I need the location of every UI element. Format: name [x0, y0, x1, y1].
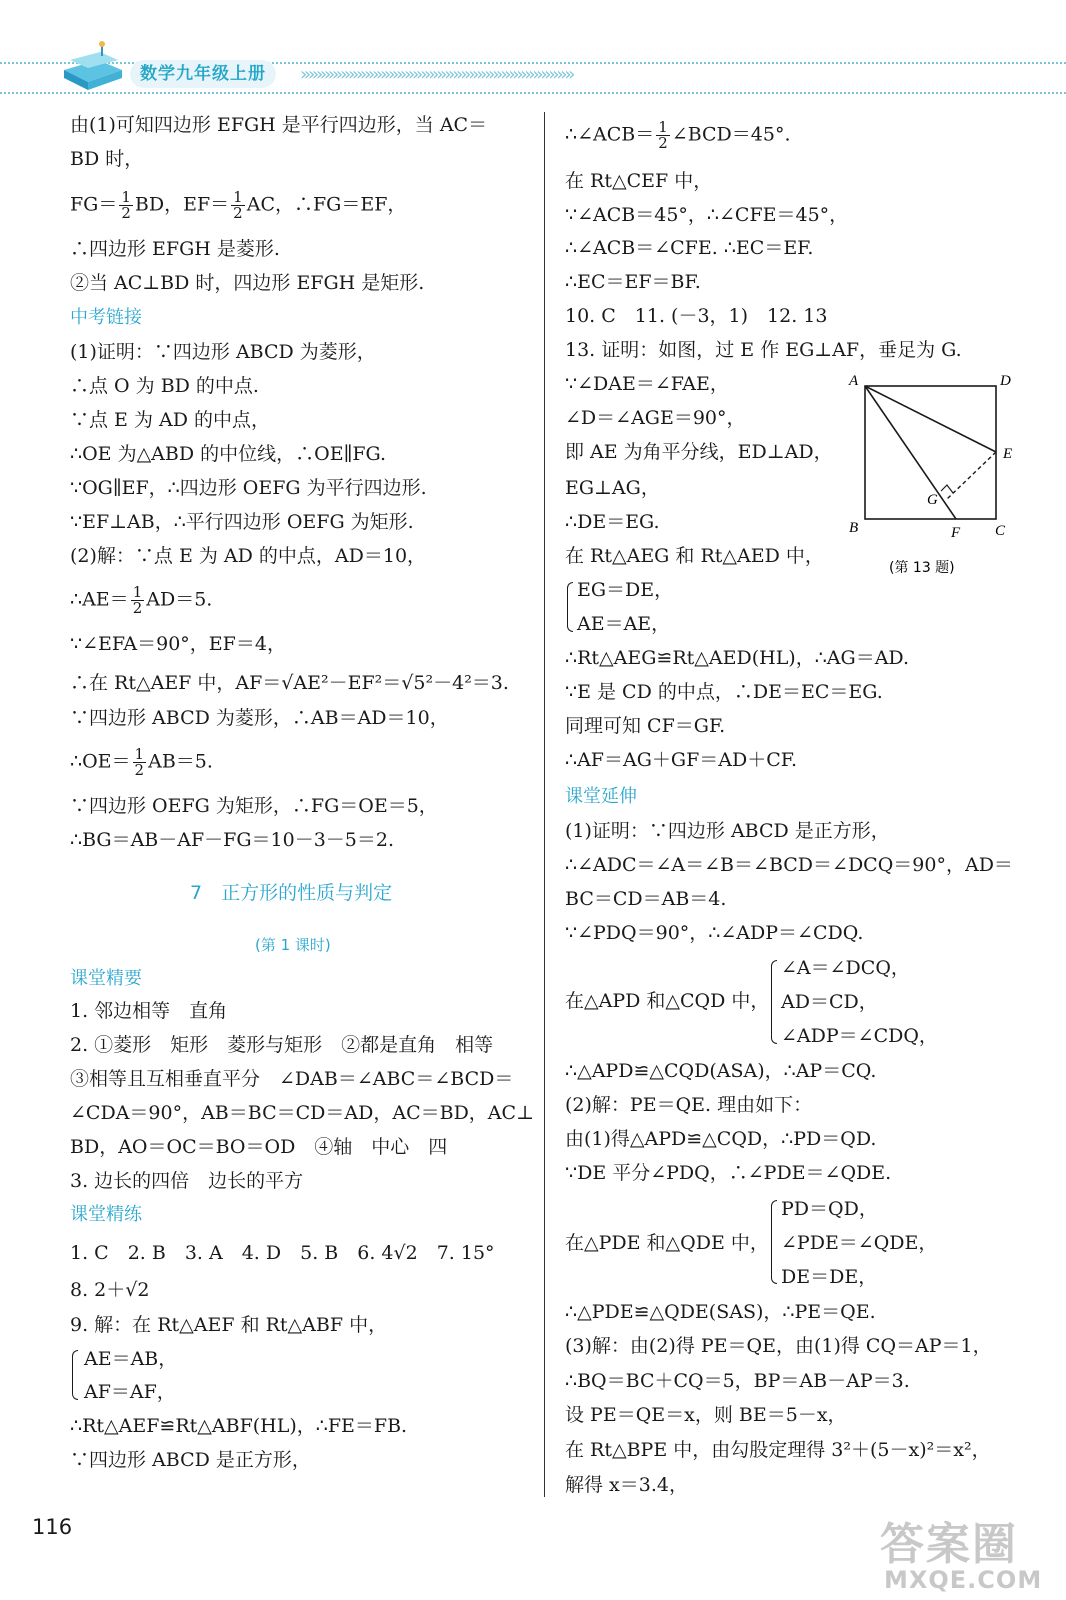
brace: [72, 1350, 78, 1400]
denominator: 2: [121, 204, 131, 222]
header-title: 数学九年级上册: [130, 60, 276, 88]
text-line: ∵DE 平分∠PDQ，∴∠PDE＝∠QDE.: [565, 1162, 892, 1184]
text-line: ∴DE＝EG.: [565, 511, 660, 533]
numerator: 1: [658, 118, 668, 136]
text-line: ∴∠ADC＝∠A＝∠B＝∠BCD＝∠DCQ＝90°，AD＝: [565, 854, 1013, 876]
text-line: ∴△APD≌△CQD(ASA)，∴AP＝CQ.: [565, 1060, 877, 1082]
text-line: EG＝DE，: [577, 579, 674, 601]
text-line: BD，AO＝OC＝BO＝OD ④轴 中心 四: [70, 1136, 448, 1158]
text-line: 在△APD 和△CQD 中，: [565, 990, 770, 1012]
text-line: 1. C 2. B 3. A 4. D 5. B 6. 4√2 7. 15°: [70, 1242, 495, 1264]
section-heading: 课堂精练: [70, 1204, 142, 1225]
text-line: BC＝CD＝AB＝4.: [565, 888, 727, 910]
text-part: AD＝5.: [146, 588, 213, 611]
numerator: 1: [233, 188, 243, 206]
text-line: AF＝AF，: [84, 1381, 176, 1403]
text-line: ∵四边形 ABCD 是正方形，: [70, 1449, 311, 1471]
text-line: ∴四边形 EFGH 是菱形.: [70, 238, 280, 260]
text-line: 由(1)得△APD≌△CQD，∴PD＝QD.: [565, 1128, 877, 1150]
text-line: ∠A＝∠DCQ，: [781, 957, 910, 979]
label-g: G: [927, 492, 938, 508]
text-line: ∠D＝∠AGE＝90°，: [565, 407, 746, 429]
text-line: ∵四边形 ABCD 为菱形，∴AB＝AD＝10，: [70, 707, 449, 729]
segment-ae: [865, 386, 996, 452]
text-part: ∴AE＝: [70, 588, 129, 611]
label-f: F: [951, 525, 961, 541]
text-line: ∵∠DAE＝∠FAE，: [565, 373, 729, 395]
text-line: (3)解：由(2)得 PE＝QE，由(1)得 CQ＝AP＝1，: [565, 1335, 992, 1357]
text-line: ∴Rt△AEF≌Rt△ABF(HL)，∴FE＝FB.: [70, 1415, 408, 1437]
text-line: ∴∠ACB＝∠CFE. ∴EC＝EF.: [565, 237, 814, 259]
text-line: ∵E 是 CD 的中点，∴DE＝EC＝EG.: [565, 681, 883, 703]
text-line: 设 PE＝QE＝x，则 BE＝5－x，: [565, 1404, 847, 1426]
fraction-half: [231, 190, 245, 221]
numerator: 1: [132, 583, 143, 601]
fraction-half: [133, 747, 147, 778]
text-line-fraction: [70, 190, 406, 221]
text-line: 在 Rt△CEF 中，: [565, 170, 713, 192]
text-line: ∵∠PDQ＝90°，∴∠ADP＝∠CDQ.: [565, 922, 864, 944]
page-number: 116: [32, 1515, 73, 1539]
column-divider: [544, 112, 545, 1497]
text-line: 即 AE 为角平分线，ED⊥AD，: [565, 441, 833, 463]
text-line-fraction: [70, 747, 213, 778]
text-line: ∴AF＝AG＋GF＝AD＋CF.: [565, 749, 798, 771]
text-part: ∠BCD＝45°.: [671, 123, 791, 146]
text-line: ∵点 E 为 AD 的中点，: [70, 409, 270, 431]
text-line: ∴OE 为△ABD 的中位线，∴OE∥FG.: [70, 443, 387, 465]
text-line: 8. 2＋√2: [70, 1279, 150, 1301]
text-line: 2. ①菱形 矩形 菱形与矩形 ②都是直角 相等: [70, 1034, 494, 1056]
text-line: ∴BQ＝BC＋CQ＝5，BP＝AB－AP＝3.: [565, 1370, 910, 1392]
label-b: B: [849, 520, 859, 536]
text-part: FG＝: [70, 193, 118, 216]
brace: [567, 582, 573, 632]
text-line: ∠CDA＝90°，AB＝BC＝CD＝AD，AC＝BD，AC⊥: [70, 1102, 534, 1124]
text-line: 13. 证明：如图，过 E 作 EG⊥AF，垂足为 G.: [565, 339, 962, 361]
segment-af: [865, 386, 956, 519]
brace: [771, 960, 777, 1044]
text-line: 在 Rt△AEG 和 Rt△AED 中，: [565, 545, 824, 567]
left-column: [70, 0, 540, 1500]
text-line: 3. 边长的四倍 边长的平方: [70, 1170, 304, 1192]
text-line: (1)证明：∵四边形 ABCD 是正方形，: [565, 820, 890, 842]
fraction-half: [656, 120, 670, 151]
text-line: ∴EC＝EF＝BF.: [565, 271, 701, 293]
text-part: BD，EF＝: [134, 193, 230, 216]
text-line: ∠PDE＝∠QDE，: [781, 1232, 938, 1254]
text-line: ∴点 O 为 BD 的中点.: [70, 375, 259, 397]
text-line: ②当 AC⊥BD 时，四边形 EFGH 是矩形.: [70, 272, 425, 294]
denominator: 2: [233, 204, 243, 222]
text-line: 10. C 11. (－3，1) 12. 13: [565, 305, 828, 327]
text-line: 在 Rt△BPE 中，由勾股定理得 3²＋(5－x)²＝x²，: [565, 1439, 991, 1461]
watermark-url: MXQE.COM: [884, 1566, 1043, 1594]
brace: [771, 1200, 777, 1284]
watermark-logo: [870, 1500, 1060, 1600]
numerator: 1: [134, 745, 145, 763]
text-line: BD 时，: [70, 148, 144, 170]
text-line: ∵EF⊥AB，∴平行四边形 OEFG 为矩形.: [70, 511, 414, 533]
text-line: ∠ADP＝∠CDQ，: [781, 1025, 938, 1047]
label-d: D: [1000, 373, 1011, 389]
right-angle-mark: [941, 485, 953, 493]
text-line: 同理可知 CF＝GF.: [565, 715, 726, 737]
segment-eg-dashed: [947, 452, 996, 499]
text-line: AD＝CD，: [781, 991, 878, 1013]
text-line: ∵∠EFA＝90°，EF＝4，: [70, 633, 286, 655]
chapter-title: 7 正方形的性质与判定: [190, 882, 393, 904]
text-part: ∴∠ACB＝: [565, 123, 655, 146]
denominator: 2: [658, 134, 668, 152]
text-line: 9. 解：在 Rt△AEF 和 Rt△ABF 中，: [70, 1314, 388, 1336]
text-line: 由(1)可知四边形 EFGH 是平行四边形，当 AC＝: [70, 114, 488, 136]
text-line: AE＝AB，: [84, 1348, 178, 1370]
denominator: 2: [134, 761, 145, 779]
text-line: ③相等且互相垂直平分 ∠DAB＝∠ABC＝∠BCD＝: [70, 1068, 514, 1090]
text-part: AC，∴FG＝EF，: [246, 193, 407, 216]
section-heading: 课堂精要: [70, 968, 142, 989]
right-column: [565, 0, 1055, 1500]
text-part: ∴OE＝: [70, 750, 131, 773]
text-line: AE＝AE，: [577, 613, 671, 635]
fraction-half: [119, 190, 133, 221]
text-line: (1)证明：∵四边形 ABCD 为菱形，: [70, 341, 376, 363]
text-line-fraction: [565, 120, 791, 151]
lesson-label: (第 1 课时): [255, 936, 331, 954]
header-chevrons: »»»»»»»»»»»»»»»»»»»»»»»»»»»»»»»»»»: [300, 64, 573, 85]
text-line: 解得 x＝3.4，: [565, 1474, 688, 1496]
text-line: EG⊥AG，: [565, 477, 660, 499]
text-part: AB＝5.: [148, 750, 213, 773]
text-line: ∵OG∥EF，∴四边形 OEFG 为平行四边形.: [70, 477, 427, 499]
numerator: 1: [121, 188, 131, 206]
text-line: PD＝QD，: [781, 1198, 878, 1220]
text-line: (2)解：PE＝QE. 理由如下：: [565, 1094, 813, 1116]
text-line: ∴Rt△AEG≌Rt△AED(HL)，∴AG＝AD.: [565, 647, 910, 669]
label-c: C: [995, 523, 1006, 539]
section-heading: 中考链接: [70, 307, 142, 328]
text-line: ∴BG＝AB－AF－FG＝10－3－5＝2.: [70, 829, 395, 851]
text-line-fraction: [70, 585, 212, 616]
text-line: (2)解：∵点 E 为 AD 的中点，AD＝10，: [70, 545, 427, 567]
geometry-figure: [843, 365, 1033, 585]
text-line: DE＝DE，: [781, 1266, 878, 1288]
fraction-half: [131, 585, 145, 616]
text-line: 在△PDE 和△QDE 中，: [565, 1232, 769, 1254]
text-line: ∵四边形 OEFG 为矩形，∴FG＝OE＝5，: [70, 795, 438, 817]
label-e: E: [1003, 446, 1013, 462]
label-a: A: [849, 373, 859, 389]
watermark-text: 答案圈: [880, 1519, 1018, 1570]
text-line: ∴△PDE≌△QDE(SAS)，∴PE＝QE.: [565, 1301, 876, 1323]
text-line: 1. 邻边相等 直角: [70, 1000, 228, 1022]
text-line: ∵∠ACB＝45°，∴∠CFE＝45°，: [565, 204, 849, 226]
denominator: 2: [132, 599, 143, 617]
text-line: ∴在 Rt△AEF 中，AF＝√AE²－EF²＝√5²－4²＝3.: [70, 672, 509, 694]
section-heading: 课堂延伸: [565, 786, 637, 807]
figure-caption: (第 13 题): [889, 560, 955, 576]
